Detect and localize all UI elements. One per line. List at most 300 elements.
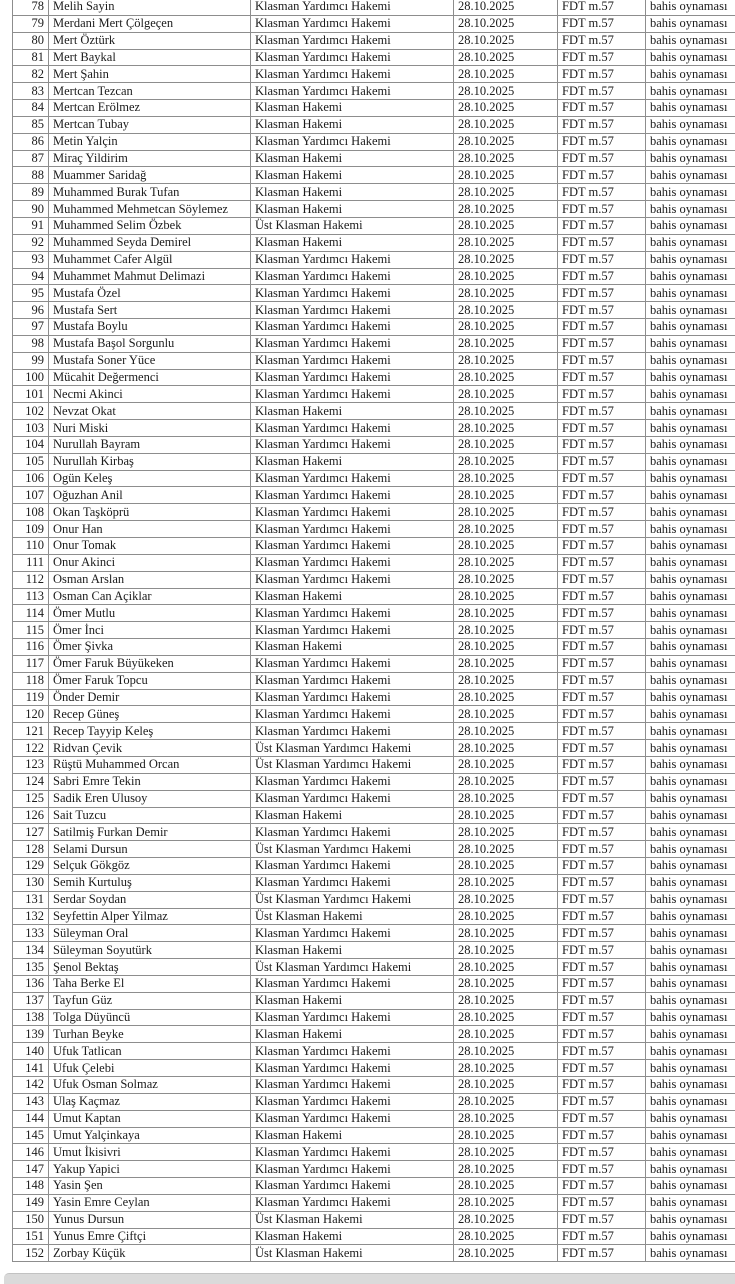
referee-name: Nurullah Bayram xyxy=(49,436,251,453)
article-code: FDT m.57 xyxy=(558,335,646,352)
article-code: FDT m.57 xyxy=(558,740,646,757)
row-number: 111 xyxy=(13,554,49,571)
referee-name: Yakup Yapici xyxy=(49,1161,251,1178)
sanction-reason: bahis oynaması xyxy=(646,83,735,100)
table-body xyxy=(13,0,735,1262)
referee-name: Rüştü Muhammed Orcan xyxy=(49,756,251,773)
sanction-reason: bahis oynaması xyxy=(646,1009,735,1026)
decision-date: 28.10.2025 xyxy=(454,790,558,807)
referee-name: Oğuzhan Anil xyxy=(49,487,251,504)
referee-title: Klasman Hakemi xyxy=(251,184,454,201)
article-code: FDT m.57 xyxy=(558,217,646,234)
article-code: FDT m.57 xyxy=(558,1110,646,1127)
referee-name: Ufuk Osman Solmaz xyxy=(49,1077,251,1094)
sanction-reason: bahis oynaması xyxy=(646,100,735,117)
article-code: FDT m.57 xyxy=(558,639,646,656)
sanction-reason: bahis oynaması xyxy=(646,672,735,689)
referee-title: Klasman Yardımcı Hakemi xyxy=(251,1077,454,1094)
referee-title: Klasman Yardımcı Hakemi xyxy=(251,1093,454,1110)
table-row xyxy=(13,740,735,757)
decision-date: 28.10.2025 xyxy=(454,841,558,858)
decision-date: 28.10.2025 xyxy=(454,925,558,942)
table-row xyxy=(13,908,735,925)
referee-sanctions-table xyxy=(12,0,735,1262)
referee-name: Nurullah Kirbaş xyxy=(49,453,251,470)
sanction-reason: bahis oynaması xyxy=(646,302,735,319)
sanction-reason: bahis oynaması xyxy=(646,790,735,807)
article-code: FDT m.57 xyxy=(558,83,646,100)
sanction-reason: bahis oynaması xyxy=(646,925,735,942)
sanction-reason: bahis oynaması xyxy=(646,1194,735,1211)
row-number: 84 xyxy=(13,100,49,117)
decision-date: 28.10.2025 xyxy=(454,807,558,824)
referee-title: Klasman Yardımcı Hakemi xyxy=(251,0,454,15)
table-row xyxy=(13,487,735,504)
row-number: 124 xyxy=(13,773,49,790)
row-number: 126 xyxy=(13,807,49,824)
article-code: FDT m.57 xyxy=(558,1194,646,1211)
decision-date: 28.10.2025 xyxy=(454,858,558,875)
row-number: 114 xyxy=(13,605,49,622)
table-row xyxy=(13,49,735,66)
referee-name: Sait Tuzcu xyxy=(49,807,251,824)
table-row xyxy=(13,15,735,32)
decision-date: 28.10.2025 xyxy=(454,436,558,453)
decision-date: 28.10.2025 xyxy=(454,83,558,100)
sanction-reason: bahis oynaması xyxy=(646,1093,735,1110)
article-code: FDT m.57 xyxy=(558,773,646,790)
table-row xyxy=(13,268,735,285)
referee-title: Klasman Yardımcı Hakemi xyxy=(251,335,454,352)
referee-title: Klasman Yardımcı Hakemi xyxy=(251,723,454,740)
referee-name: Mustafa Özel xyxy=(49,285,251,302)
table-row xyxy=(13,689,735,706)
row-number: 123 xyxy=(13,756,49,773)
referee-name: Mertcan Tezcan xyxy=(49,83,251,100)
decision-date: 28.10.2025 xyxy=(454,1093,558,1110)
article-code: FDT m.57 xyxy=(558,420,646,437)
table-row xyxy=(13,605,735,622)
referee-name: Miraç Yildirim xyxy=(49,150,251,167)
referee-title: Klasman Yardımcı Hakemi xyxy=(251,1194,454,1211)
sanction-reason: bahis oynaması xyxy=(646,1043,735,1060)
article-code: FDT m.57 xyxy=(558,521,646,538)
row-number: 80 xyxy=(13,32,49,49)
table-row xyxy=(13,32,735,49)
sanction-reason: bahis oynaması xyxy=(646,992,735,1009)
referee-title: Üst Klasman Yardımcı Hakemi xyxy=(251,740,454,757)
referee-title: Klasman Hakemi xyxy=(251,453,454,470)
decision-date: 28.10.2025 xyxy=(454,942,558,959)
referee-title: Klasman Yardımcı Hakemi xyxy=(251,655,454,672)
referee-name: Ömer Faruk Topcu xyxy=(49,672,251,689)
referee-name: Semih Kurtuluş xyxy=(49,874,251,891)
table-row xyxy=(13,538,735,555)
article-code: FDT m.57 xyxy=(558,1026,646,1043)
referee-name: Ömer Mutlu xyxy=(49,605,251,622)
referee-title: Klasman Yardımcı Hakemi xyxy=(251,790,454,807)
referee-name: Mustafa Soner Yüce xyxy=(49,352,251,369)
table-row xyxy=(13,251,735,268)
article-code: FDT m.57 xyxy=(558,925,646,942)
sanction-reason: bahis oynaması xyxy=(646,436,735,453)
table-row xyxy=(13,167,735,184)
row-number: 129 xyxy=(13,858,49,875)
table-row xyxy=(13,588,735,605)
sanction-reason: bahis oynaması xyxy=(646,706,735,723)
referee-title: Üst Klasman Hakemi xyxy=(251,1211,454,1228)
sanction-reason: bahis oynaması xyxy=(646,689,735,706)
article-code: FDT m.57 xyxy=(558,790,646,807)
sanction-reason: bahis oynaması xyxy=(646,639,735,656)
article-code: FDT m.57 xyxy=(558,588,646,605)
row-number: 99 xyxy=(13,352,49,369)
sanction-reason: bahis oynaması xyxy=(646,319,735,336)
row-number: 93 xyxy=(13,251,49,268)
article-code: FDT m.57 xyxy=(558,1211,646,1228)
referee-name: Yasin Emre Ceylan xyxy=(49,1194,251,1211)
table-row xyxy=(13,790,735,807)
decision-date: 28.10.2025 xyxy=(454,521,558,538)
article-code: FDT m.57 xyxy=(558,1009,646,1026)
referee-title: Üst Klasman Yardımcı Hakemi xyxy=(251,959,454,976)
referee-name: Turhan Beyke xyxy=(49,1026,251,1043)
row-number: 146 xyxy=(13,1144,49,1161)
referee-name: Mert Baykal xyxy=(49,49,251,66)
row-number: 102 xyxy=(13,403,49,420)
table-row xyxy=(13,1127,735,1144)
row-number: 144 xyxy=(13,1110,49,1127)
referee-title: Klasman Yardımcı Hakemi xyxy=(251,66,454,83)
decision-date: 28.10.2025 xyxy=(454,1178,558,1195)
referee-name: Umut Kaptan xyxy=(49,1110,251,1127)
row-number: 92 xyxy=(13,234,49,251)
referee-name: Muhammet Cafer Algül xyxy=(49,251,251,268)
row-number: 97 xyxy=(13,319,49,336)
referee-title: Klasman Yardımcı Hakemi xyxy=(251,470,454,487)
table-row xyxy=(13,201,735,218)
referee-title: Klasman Yardımcı Hakemi xyxy=(251,369,454,386)
table-row xyxy=(13,824,735,841)
table-row xyxy=(13,571,735,588)
sanction-reason: bahis oynaması xyxy=(646,217,735,234)
referee-title: Klasman Yardımcı Hakemi xyxy=(251,672,454,689)
referee-name: Ömer Şivka xyxy=(49,639,251,656)
referee-name: Seyfettin Alper Yilmaz xyxy=(49,908,251,925)
table-row xyxy=(13,436,735,453)
article-code: FDT m.57 xyxy=(558,66,646,83)
decision-date: 28.10.2025 xyxy=(454,959,558,976)
referee-title: Üst Klasman Hakemi xyxy=(251,908,454,925)
referee-name: Yunus Dursun xyxy=(49,1211,251,1228)
sanction-reason: bahis oynaması xyxy=(646,167,735,184)
referee-name: Selami Dursun xyxy=(49,841,251,858)
referee-name: Osman Can Açiklar xyxy=(49,588,251,605)
decision-date: 28.10.2025 xyxy=(454,605,558,622)
sanction-reason: bahis oynaması xyxy=(646,1026,735,1043)
referee-name: Serdar Soydan xyxy=(49,891,251,908)
table-row xyxy=(13,672,735,689)
row-number: 109 xyxy=(13,521,49,538)
referee-title: Klasman Hakemi xyxy=(251,1026,454,1043)
referee-title: Klasman Yardımcı Hakemi xyxy=(251,521,454,538)
article-code: FDT m.57 xyxy=(558,959,646,976)
article-code: FDT m.57 xyxy=(558,386,646,403)
row-number: 86 xyxy=(13,133,49,150)
referee-name: Süleyman Oral xyxy=(49,925,251,942)
article-code: FDT m.57 xyxy=(558,1245,646,1262)
table-row xyxy=(13,184,735,201)
article-code: FDT m.57 xyxy=(558,858,646,875)
referee-title: Klasman Yardımcı Hakemi xyxy=(251,1060,454,1077)
decision-date: 28.10.2025 xyxy=(454,167,558,184)
table-row xyxy=(13,891,735,908)
decision-date: 28.10.2025 xyxy=(454,487,558,504)
sanction-reason: bahis oynaması xyxy=(646,49,735,66)
article-code: FDT m.57 xyxy=(558,453,646,470)
referee-name: Mücahit Değermenci xyxy=(49,369,251,386)
table-row xyxy=(13,403,735,420)
sanction-reason: bahis oynaması xyxy=(646,1211,735,1228)
referee-title: Üst Klasman Hakemi xyxy=(251,217,454,234)
referee-title: Klasman Yardımcı Hakemi xyxy=(251,487,454,504)
sanction-reason: bahis oynaması xyxy=(646,858,735,875)
row-number: 79 xyxy=(13,15,49,32)
decision-date: 28.10.2025 xyxy=(454,874,558,891)
sanction-reason: bahis oynaması xyxy=(646,285,735,302)
article-code: FDT m.57 xyxy=(558,133,646,150)
sanction-reason: bahis oynaması xyxy=(646,1060,735,1077)
row-number: 147 xyxy=(13,1161,49,1178)
row-number: 151 xyxy=(13,1228,49,1245)
referee-title: Klasman Yardımcı Hakemi xyxy=(251,352,454,369)
sanction-reason: bahis oynaması xyxy=(646,15,735,32)
sanction-reason: bahis oynaması xyxy=(646,420,735,437)
sanction-reason: bahis oynaması xyxy=(646,184,735,201)
referee-name: Metin Yalçin xyxy=(49,133,251,150)
referee-title: Klasman Yardımcı Hakemi xyxy=(251,925,454,942)
referee-title: Üst Klasman Yardımcı Hakemi xyxy=(251,891,454,908)
decision-date: 28.10.2025 xyxy=(454,891,558,908)
article-code: FDT m.57 xyxy=(558,302,646,319)
article-code: FDT m.57 xyxy=(558,942,646,959)
article-code: FDT m.57 xyxy=(558,1060,646,1077)
article-code: FDT m.57 xyxy=(558,1093,646,1110)
article-code: FDT m.57 xyxy=(558,1144,646,1161)
referee-title: Üst Klasman Hakemi xyxy=(251,1245,454,1262)
decision-date: 28.10.2025 xyxy=(454,319,558,336)
row-number: 89 xyxy=(13,184,49,201)
sanction-reason: bahis oynaması xyxy=(646,0,735,15)
referee-name: Melih Sayin xyxy=(49,0,251,15)
decision-date: 28.10.2025 xyxy=(454,1043,558,1060)
row-number: 88 xyxy=(13,167,49,184)
decision-date: 28.10.2025 xyxy=(454,740,558,757)
referee-title: Klasman Hakemi xyxy=(251,1127,454,1144)
sanction-reason: bahis oynaması xyxy=(646,1144,735,1161)
referee-name: Tayfun Güz xyxy=(49,992,251,1009)
referee-name: Umut İkisivri xyxy=(49,1144,251,1161)
row-number: 130 xyxy=(13,874,49,891)
row-number: 103 xyxy=(13,420,49,437)
table-row xyxy=(13,0,735,15)
decision-date: 28.10.2025 xyxy=(454,1026,558,1043)
table-row xyxy=(13,420,735,437)
row-number: 140 xyxy=(13,1043,49,1060)
decision-date: 28.10.2025 xyxy=(454,1194,558,1211)
sanction-reason: bahis oynaması xyxy=(646,150,735,167)
table-row xyxy=(13,773,735,790)
decision-date: 28.10.2025 xyxy=(454,285,558,302)
table-row xyxy=(13,521,735,538)
decision-date: 28.10.2025 xyxy=(454,1228,558,1245)
table-row xyxy=(13,302,735,319)
referee-name: Ogün Keleş xyxy=(49,470,251,487)
row-number: 142 xyxy=(13,1077,49,1094)
referee-title: Klasman Yardımcı Hakemi xyxy=(251,605,454,622)
article-code: FDT m.57 xyxy=(558,723,646,740)
table-row xyxy=(13,723,735,740)
referee-name: Mert Öztürk xyxy=(49,32,251,49)
referee-title: Klasman Yardımcı Hakemi xyxy=(251,706,454,723)
article-code: FDT m.57 xyxy=(558,167,646,184)
table-row xyxy=(13,1178,735,1195)
referee-name: Muammer Saridağ xyxy=(49,167,251,184)
decision-date: 28.10.2025 xyxy=(454,386,558,403)
decision-date: 28.10.2025 xyxy=(454,588,558,605)
row-number: 85 xyxy=(13,116,49,133)
decision-date: 28.10.2025 xyxy=(454,352,558,369)
table-row xyxy=(13,925,735,942)
decision-date: 28.10.2025 xyxy=(454,49,558,66)
row-number: 116 xyxy=(13,639,49,656)
article-code: FDT m.57 xyxy=(558,807,646,824)
referee-title: Klasman Yardımcı Hakemi xyxy=(251,268,454,285)
article-code: FDT m.57 xyxy=(558,874,646,891)
sanction-reason: bahis oynaması xyxy=(646,824,735,841)
article-code: FDT m.57 xyxy=(558,234,646,251)
sanction-reason: bahis oynaması xyxy=(646,605,735,622)
table-row xyxy=(13,1161,735,1178)
article-code: FDT m.57 xyxy=(558,436,646,453)
referee-title: Klasman Yardımcı Hakemi xyxy=(251,571,454,588)
sanction-reason: bahis oynaması xyxy=(646,1245,735,1262)
referee-name: Ufuk Çelebi xyxy=(49,1060,251,1077)
referee-title: Üst Klasman Yardımcı Hakemi xyxy=(251,756,454,773)
sanction-reason: bahis oynaması xyxy=(646,32,735,49)
referee-name: Satilmiş Furkan Demir xyxy=(49,824,251,841)
referee-title: Klasman Yardımcı Hakemi xyxy=(251,251,454,268)
row-number: 119 xyxy=(13,689,49,706)
referee-title: Klasman Yardımcı Hakemi xyxy=(251,1144,454,1161)
decision-date: 28.10.2025 xyxy=(454,504,558,521)
decision-date: 28.10.2025 xyxy=(454,672,558,689)
article-code: FDT m.57 xyxy=(558,100,646,117)
article-code: FDT m.57 xyxy=(558,116,646,133)
decision-date: 28.10.2025 xyxy=(454,1211,558,1228)
decision-date: 28.10.2025 xyxy=(454,15,558,32)
table-row xyxy=(13,386,735,403)
sanction-reason: bahis oynaması xyxy=(646,655,735,672)
decision-date: 28.10.2025 xyxy=(454,1009,558,1026)
decision-date: 28.10.2025 xyxy=(454,251,558,268)
table-row xyxy=(13,1043,735,1060)
referee-name: Recep Güneş xyxy=(49,706,251,723)
sanction-reason: bahis oynaması xyxy=(646,740,735,757)
table-row xyxy=(13,807,735,824)
row-number: 115 xyxy=(13,622,49,639)
sanction-reason: bahis oynaması xyxy=(646,352,735,369)
row-number: 105 xyxy=(13,453,49,470)
sanction-reason: bahis oynaması xyxy=(646,470,735,487)
referee-title: Klasman Yardımcı Hakemi xyxy=(251,773,454,790)
referee-name: Mert Şahin xyxy=(49,66,251,83)
referee-name: Onur Tomak xyxy=(49,538,251,555)
article-code: FDT m.57 xyxy=(558,15,646,32)
table-row xyxy=(13,959,735,976)
referee-title: Klasman Yardımcı Hakemi xyxy=(251,504,454,521)
referee-title: Klasman Hakemi xyxy=(251,992,454,1009)
article-code: FDT m.57 xyxy=(558,1043,646,1060)
referee-name: Muhammed Burak Tufan xyxy=(49,184,251,201)
row-number: 122 xyxy=(13,740,49,757)
decision-date: 28.10.2025 xyxy=(454,1127,558,1144)
article-code: FDT m.57 xyxy=(558,1228,646,1245)
referee-name: Merdani Mert Çölgeçen xyxy=(49,15,251,32)
table-row xyxy=(13,352,735,369)
table-row xyxy=(13,756,735,773)
row-number: 81 xyxy=(13,49,49,66)
referee-title: Klasman Yardımcı Hakemi xyxy=(251,1043,454,1060)
decision-date: 28.10.2025 xyxy=(454,655,558,672)
referee-title: Klasman Yardımcı Hakemi xyxy=(251,538,454,555)
referee-name: Mertcan Tubay xyxy=(49,116,251,133)
sanction-reason: bahis oynaması xyxy=(646,1228,735,1245)
referee-name: Şenol Bektaş xyxy=(49,959,251,976)
decision-date: 28.10.2025 xyxy=(454,268,558,285)
sanction-reason: bahis oynaması xyxy=(646,756,735,773)
referee-name: Ulaş Kaçmaz xyxy=(49,1093,251,1110)
table-row xyxy=(13,116,735,133)
sanction-reason: bahis oynaması xyxy=(646,251,735,268)
row-number: 125 xyxy=(13,790,49,807)
referee-name: Mustafa Başol Sorgunlu xyxy=(49,335,251,352)
sanction-reason: bahis oynaması xyxy=(646,975,735,992)
row-number: 110 xyxy=(13,538,49,555)
row-number: 78 xyxy=(13,0,49,15)
sanction-reason: bahis oynaması xyxy=(646,807,735,824)
table-row xyxy=(13,1211,735,1228)
article-code: FDT m.57 xyxy=(558,49,646,66)
row-number: 149 xyxy=(13,1194,49,1211)
referee-name: Selçuk Gökgöz xyxy=(49,858,251,875)
table-row xyxy=(13,1110,735,1127)
decision-date: 28.10.2025 xyxy=(454,66,558,83)
decision-date: 28.10.2025 xyxy=(454,302,558,319)
referee-name: Zorbay Küçük xyxy=(49,1245,251,1262)
decision-date: 28.10.2025 xyxy=(454,1161,558,1178)
row-number: 91 xyxy=(13,217,49,234)
row-number: 131 xyxy=(13,891,49,908)
article-code: FDT m.57 xyxy=(558,622,646,639)
decision-date: 28.10.2025 xyxy=(454,184,558,201)
article-code: FDT m.57 xyxy=(558,655,646,672)
sanction-reason: bahis oynaması xyxy=(646,1077,735,1094)
decision-date: 28.10.2025 xyxy=(454,723,558,740)
referee-name: Muhammed Selim Özbek xyxy=(49,217,251,234)
table-row xyxy=(13,66,735,83)
sanction-reason: bahis oynaması xyxy=(646,487,735,504)
